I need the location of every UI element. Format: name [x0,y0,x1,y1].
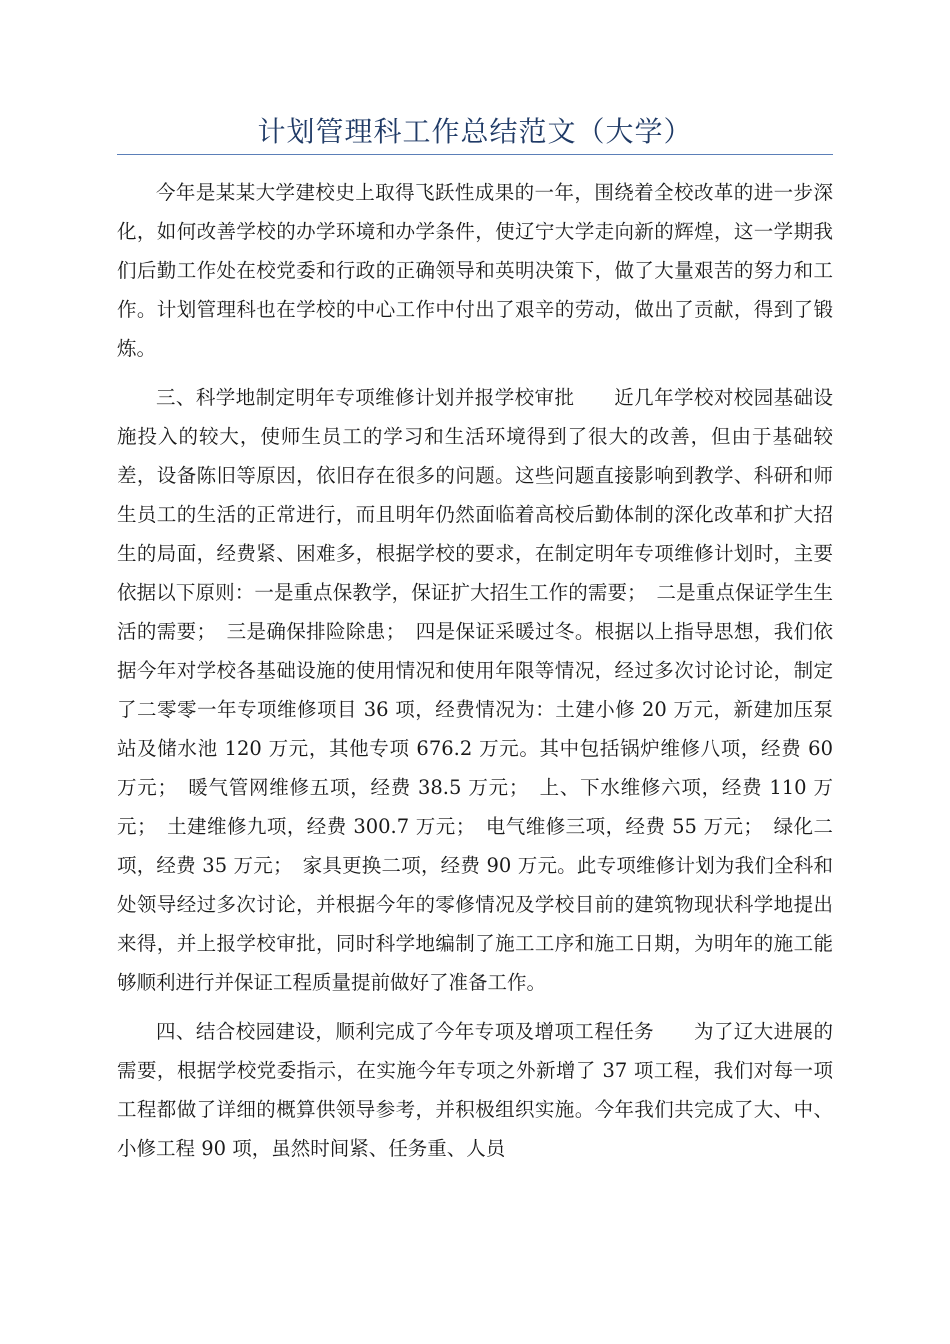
title-underline [117,154,833,155]
paragraph-section-four: 四、结合校园建设，顺利完成了今年专项及增项工程任务 为了辽大进展的需要，根据学校党委指示，在实施今年专项之外新增了 37 项工程，我们对每一项工程都做了详细的概算供领导参考，并积极组织实施。今年我们共完成了大、中、小修工程 90 项，虽然时间紧、任务重、人员 [117,1020,833,1160]
paragraph-intro: 今年是某某大学建校史上取得飞跃性成果的一年，围绕着全校改革的进一步深化，如何改善学校的办学环境和办学条件，使辽宁大学走向新的辉煌，这一学期我们后勤工作处在校党委和行政的正确领导和英明决策下，做了大量艰苦的努力和工作。计划管理科也在学校的中心工作中付出了艰辛的劳动，做出了贡献，得到了锻炼。 [117,181,833,360]
document-body [117,173,833,1178]
paragraph-section-three: 三、科学地制定明年专项维修计划并报学校审批 近几年学校对校园基础设施投入的较大，使师生员工的学习和生活环境得到了很大的改善，但由于基础较差，设备陈旧等原因，依旧存在很多的问题。这些问题直接影响到教学、科研和师生员工的生活的正常进行，而且明年仍然面临着高校后勤体制的深化改革和扩大招生的局面，经费紧、困难多，根据学校的要求，在制定明年专项维修计划时，主要依据以下原则：一是重点保教学，保证扩大招生工作的需要； 二是重点保证学生生活的需要； 三是确保排险除患； 四是保证采暖过冬。根据以上指导思想，我们依据今年对学校各基础设施的使用情况和使用年限等情况，经过多次讨论讨论，制定了二零零一年专项维修项目 36 项，经费情况为：土建小修 20 万元，新建加压泵站及储水池 120 万元，其他专项 676.2 万元。其中包括锅炉维修八项，经费 60 万元； 暖气管网维修五项，经费 38.5 万元； 上、下水维修六项，经费 110 万元； 土建维修九项，经费 300.7 万元； 电气维修三项，经费 55 万元； 绿化二项，经费 35 万元； 家具更换二项，经费 90 万元。此专项维修计划为我们全科和处领导经过多次讨论，并根据今年的零修情况及学校目前的建筑物现状科学地提出来得，并上报学校审批，同时科学地编制了施工工序和施工日期，为明年的施工能够顺利进行并保证工程质量提前做好了准备工作。 [117,386,833,994]
document-title: 计划管理科工作总结范文（大学） [257,115,693,148]
